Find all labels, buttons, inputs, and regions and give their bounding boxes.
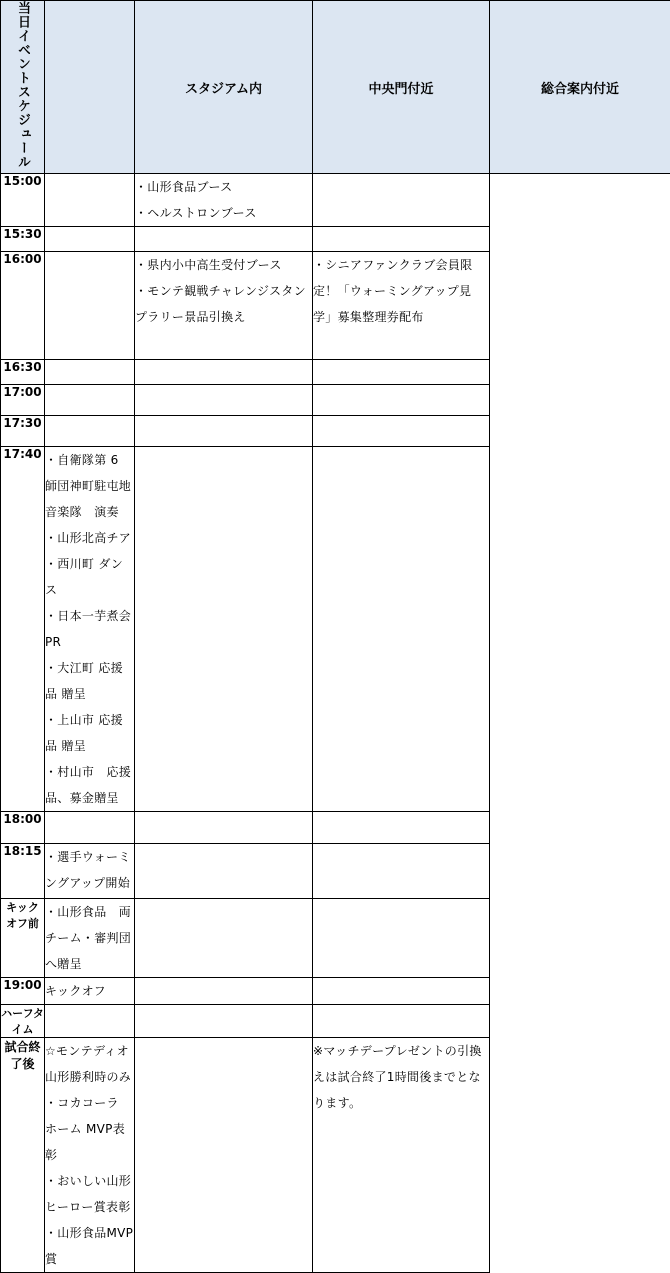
info-cell (313, 978, 490, 1005)
schedule-row (1, 844, 670, 899)
time-cell: 16:00 (1, 252, 45, 360)
header-info-desk: 総合案内付近 (490, 1, 670, 174)
time-cell: 15:30 (1, 227, 45, 252)
event-item: ・おいしい山形ヒーロー賞表彰 (45, 1168, 134, 1220)
schedule-row (1, 252, 670, 360)
stadium-cell (45, 227, 135, 252)
gate-cell (135, 447, 313, 812)
stadium-cell (45, 844, 135, 899)
time-cell: 17:00 (1, 385, 45, 416)
info-cell (313, 227, 490, 252)
info-cell (313, 174, 490, 227)
schedule-row (1, 1005, 670, 1038)
event-item: ※マッチデープレゼントの引換えは試合終了1時間後までとなります。 (313, 1038, 489, 1116)
gate-cell (135, 1005, 313, 1038)
header-stadium: スタジアム内 (135, 1, 313, 174)
info-cell (313, 1005, 490, 1038)
time-cell: 試合終了後 (1, 1038, 45, 1273)
schedule-row (1, 447, 670, 812)
schedule-row (1, 899, 670, 978)
time-cell: 18:00 (1, 812, 45, 844)
info-cell (313, 844, 490, 899)
info-cell (313, 1038, 490, 1273)
stadium-cell (45, 385, 135, 416)
gate-cell (135, 844, 313, 899)
stadium-cell (45, 252, 135, 360)
gate-cell (135, 899, 313, 978)
gate-cell (135, 227, 313, 252)
time-cell: 19:00 (1, 978, 45, 1005)
stadium-cell (45, 447, 135, 812)
header-central-gate: 中央門付近 (313, 1, 490, 174)
event-item: ・山形北高チア (45, 525, 134, 551)
time-cell: 15:00 (1, 174, 45, 227)
info-cell (313, 360, 490, 385)
stadium-cell (45, 812, 135, 844)
event-item: ・村山市 応援品、募金贈呈 (45, 759, 134, 811)
event-item: ・西川町 ダンス (45, 551, 134, 603)
event-item: ・自衛隊第 6 師団神町駐屯地音楽隊 演奏 (45, 447, 134, 525)
event-item: ・大江町 応援品 贈呈 (45, 655, 134, 707)
time-cell: 16:30 (1, 360, 45, 385)
gate-cell (135, 416, 313, 447)
event-item: ☆モンテディオ山形勝利時のみ (45, 1038, 134, 1090)
gate-cell (135, 360, 313, 385)
schedule-row (1, 174, 670, 227)
gate-cell (135, 1038, 313, 1273)
event-item: ・上山市 応援品 贈呈 (45, 707, 134, 759)
stadium-cell (45, 1005, 135, 1038)
time-cell: 17:40 (1, 447, 45, 812)
event-item: ・山形食品 両チーム・審判団へ贈呈 (45, 899, 134, 977)
gate-cell (135, 978, 313, 1005)
time-cell: ハーフタイム (1, 1005, 45, 1038)
info-cell (313, 899, 490, 978)
info-cell (313, 252, 490, 360)
event-item: ・選手ウォーミングアップ開始 (45, 844, 134, 896)
info-cell (313, 447, 490, 812)
gate-cell (135, 174, 313, 227)
event-item: ・シニアファンクラブ会員限定！「ウォーミングアップ見学」募集整理券配布 (313, 252, 489, 330)
schedule-row (1, 227, 670, 252)
time-cell: 17:30 (1, 416, 45, 447)
gate-cell (135, 812, 313, 844)
stadium-cell (45, 1038, 135, 1273)
schedule-row (1, 812, 670, 844)
schedule-row (1, 1038, 670, 1273)
info-cell (313, 812, 490, 844)
schedule-row (1, 416, 670, 447)
time-cell: キックオフ前 (1, 899, 45, 978)
schedule-row (1, 360, 670, 385)
event-item: キックオフ (45, 978, 134, 1004)
event-item: ・モンテ観戦チャレンジスタンプラリー景品引換え (135, 278, 312, 330)
event-item: ・県内小中高生受付ブース (135, 252, 312, 278)
schedule-row (1, 385, 670, 416)
stadium-cell (45, 899, 135, 978)
event-item: ・コカコーラ ホーム MVP表彰 (45, 1090, 134, 1168)
gate-cell (135, 385, 313, 416)
side-label: 当日イベントスケジュール (13, 1, 32, 169)
header-time (45, 1, 135, 174)
side-label-cell (1, 1, 45, 174)
event-item: ・山形食品ブース (135, 174, 312, 200)
stadium-cell (45, 416, 135, 447)
event-item: ・日本一芋煮会 PR (45, 603, 134, 655)
stadium-cell (45, 360, 135, 385)
event-item: ・ヘルストロンブース (135, 200, 312, 226)
schedule-row (1, 978, 670, 1005)
stadium-cell (45, 978, 135, 1005)
stadium-cell (45, 174, 135, 227)
header-row (1, 1, 670, 174)
time-cell: 18:15 (1, 844, 45, 899)
info-cell (313, 385, 490, 416)
info-cell (313, 416, 490, 447)
event-item: ・山形食品MVP賞 (45, 1220, 134, 1272)
gate-cell (135, 252, 313, 360)
